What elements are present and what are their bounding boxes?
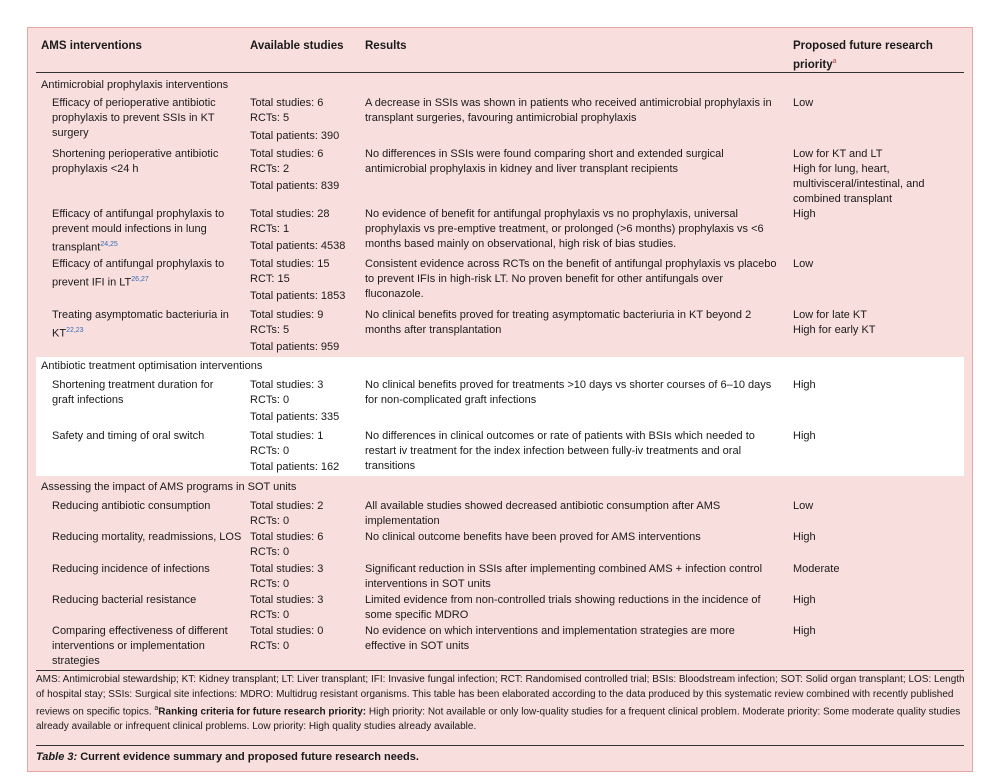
row-intervention xyxy=(52,624,252,669)
table-panel xyxy=(27,27,973,772)
row-intervention xyxy=(52,308,252,342)
text-line: RCTs: 0 xyxy=(250,578,290,590)
text-line: No differences in SSIs were found comparing short and extended surgical xyxy=(365,148,724,160)
row-intervention xyxy=(52,147,252,177)
row-patients: Total patients: 959 xyxy=(250,341,340,353)
text-line: Limited evidence from non-controlled trials showing reductions in the incidence of xyxy=(365,594,761,606)
text-line: antimicrobial prophylaxis in kidney and liver transplant recipients xyxy=(365,163,679,175)
text-line: graft infections xyxy=(52,394,124,406)
row-priority: Low xyxy=(793,97,814,109)
text-line: transitions xyxy=(365,460,416,472)
text-line: combined transplant xyxy=(793,193,893,205)
row-studies xyxy=(250,530,365,560)
text-line: RCTs: 0 xyxy=(250,515,290,527)
text-line: Shortening perioperative antibiotic xyxy=(52,148,219,160)
text-line: Total studies: 6 xyxy=(250,531,324,543)
row-results xyxy=(365,308,795,338)
text-line: No clinical benefits proved for treating asymptomatic bacteriuria in KT beyond 2 xyxy=(365,309,752,321)
text-line: No differences in clinical outcomes or rate of patients with BSIs which needed to xyxy=(365,430,755,442)
row-intervention xyxy=(52,257,252,291)
text-line: prophylaxis <24 h xyxy=(52,163,139,175)
table-caption xyxy=(36,750,419,765)
row-intervention: Safety and timing of oral switch xyxy=(52,430,205,442)
text-line: Total studies: 2 xyxy=(250,500,324,512)
text-line xyxy=(52,237,252,256)
caption-rule xyxy=(36,745,964,746)
row-priority: High xyxy=(793,208,816,220)
text-line: High for lung, heart, xyxy=(793,163,890,175)
text-line: High for early KT xyxy=(793,324,876,336)
text-line: Total studies: 3 xyxy=(250,563,324,575)
row-patients: Total patients: 1853 xyxy=(250,290,346,302)
row-priority xyxy=(793,147,973,207)
text-line: RCTs: 5 xyxy=(250,324,290,336)
row-results xyxy=(365,593,795,623)
row-studies xyxy=(250,593,365,623)
text-line: multivisceral/intestinal, and xyxy=(793,178,925,190)
text-line: prophylaxis to prevent SSIs in KT xyxy=(52,112,215,124)
table-footnote xyxy=(36,673,966,734)
header-available-studies: Available studies xyxy=(250,40,344,52)
text-line: No evidence of benefit for antifungal prophylaxis vs no prophylaxis, universal xyxy=(365,208,738,220)
footnote-marker: a xyxy=(154,705,159,712)
caption-text: Current evidence summary and proposed future research needs. xyxy=(77,751,419,763)
row-intervention: Reducing bacterial resistance xyxy=(52,594,197,606)
text-line: Significant reduction in SSIs after implementing combined AMS + infection control xyxy=(365,563,763,575)
text-line: months based mainly on observational, high risk of bias studies. xyxy=(365,238,677,250)
text-line: transplant surgeries, favouring antimicrobial prophylaxis xyxy=(365,112,637,124)
text-line: surgery xyxy=(52,127,89,139)
ranking-criteria-label: Ranking criteria for future research priority: xyxy=(158,706,367,718)
text-line: Treating asymptomatic bacteriuria in xyxy=(52,309,229,321)
row-priority: High xyxy=(793,531,816,543)
text-line: interventions in SOT units xyxy=(365,578,491,590)
text-line: Comparing effectiveness of different xyxy=(52,625,228,637)
text-line: RCTs: 0 xyxy=(250,394,290,406)
section-prophylaxis: Antimicrobial prophylaxis interventions xyxy=(41,79,229,91)
text-line: RCTs: 2 xyxy=(250,163,290,175)
row-studies xyxy=(250,624,365,654)
reference-link[interactable]: 22,23 xyxy=(66,327,84,334)
text-line: strategies xyxy=(52,655,100,667)
row-patients: Total patients: 4538 xyxy=(250,240,346,252)
row-studies xyxy=(250,429,365,459)
row-priority: High xyxy=(793,594,816,606)
header-results: Results xyxy=(365,40,407,52)
text-line: Efficacy of antifungal prophylaxis to xyxy=(52,208,225,220)
row-studies xyxy=(250,257,365,287)
row-studies xyxy=(250,207,365,237)
text-line xyxy=(52,272,252,291)
text-line xyxy=(52,323,252,342)
text-line: RCTs: 0 xyxy=(250,609,290,621)
row-intervention: Reducing mortality, readmissions, LOS xyxy=(52,531,242,543)
row-results xyxy=(365,378,795,408)
row-patients: Total patients: 162 xyxy=(250,461,340,473)
text-segment: transplant xyxy=(52,241,101,254)
section-ams-programs: Assessing the impact of AMS programs in SOT units xyxy=(41,481,297,493)
row-intervention: Reducing incidence of infections xyxy=(52,563,210,575)
text-line: Total studies: 0 xyxy=(250,625,324,637)
text-line: restart iv treatment for the index infection between fully-iv treatments and oral xyxy=(365,445,742,457)
text-line: Total studies: 6 xyxy=(250,148,324,160)
caption-label: Table 3: xyxy=(36,751,78,763)
text-line: RCTs: 1 xyxy=(250,223,290,235)
row-priority xyxy=(793,308,973,338)
row-priority: High xyxy=(793,625,816,637)
text-line: RCTs: 0 xyxy=(250,640,290,652)
row-priority: Low xyxy=(793,258,814,270)
header-priority-line2: priority xyxy=(793,58,833,71)
row-patients: Total patients: 390 xyxy=(250,130,340,142)
header-priority xyxy=(793,38,973,73)
text-line: for non-complicated graft infections xyxy=(365,394,537,406)
text-line: implementation xyxy=(365,515,440,527)
ranking-criteria-text: High priority: Not available or only low-quality studies for a frequent clinical problem. Moderate priority: Some moderate quality studies already available or infrequent clinical problems. Low priority: High quality studies already available. xyxy=(36,706,961,732)
row-intervention xyxy=(52,207,252,256)
text-segment: prevent IFI in LT xyxy=(52,276,132,289)
text-line: Total studies: 3 xyxy=(250,594,324,606)
text-line: effective in SOT units xyxy=(365,640,470,652)
text-line: Total studies: 6 xyxy=(250,97,324,109)
text-line: RCT: 15 xyxy=(250,273,290,285)
text-segment: KT xyxy=(52,327,67,340)
row-priority: Low xyxy=(793,500,814,512)
header-interventions: AMS interventions xyxy=(41,40,142,52)
text-line: to prevent IFIs in high-risk LT. No proven benefit for other antifungals over xyxy=(365,273,724,285)
row-intervention xyxy=(52,378,252,408)
text-line: prophylaxis vs pre-emptive treatment, or prolonged (>6 months) prophylaxis vs <6 xyxy=(365,223,764,235)
row-results xyxy=(365,562,795,592)
text-line: RCTs: 5 xyxy=(250,112,290,124)
row-studies xyxy=(250,378,365,408)
text-line: No evidence on which interventions and implementation strategies are more xyxy=(365,625,735,637)
text-line: Low for late KT xyxy=(793,309,867,321)
text-line: Efficacy of perioperative antibiotic xyxy=(52,97,216,109)
row-results xyxy=(365,96,795,126)
row-intervention: Reducing antibiotic consumption xyxy=(52,500,211,512)
text-line: A decrease in SSIs was shown in patients who received antimicrobial prophylaxis in xyxy=(365,97,772,109)
section-treatment-optimisation: Antibiotic treatment optimisation interventions xyxy=(41,360,263,372)
text-line: Consistent evidence across RCTs on the benefit of antifungal prophylaxis vs placebo xyxy=(365,258,777,270)
row-studies xyxy=(250,308,365,338)
row-patients: Total patients: 839 xyxy=(250,180,340,192)
text-line: Low for KT and LT xyxy=(793,148,883,160)
row-studies xyxy=(250,562,365,592)
text-line: fluconazole. xyxy=(365,288,424,300)
footnote-marker: a xyxy=(832,58,837,65)
footnote-abbreviations: AMS: Antimicrobial stewardship; KT: Kidney transplant; LT: Liver transplant; IFI: Invasive fungal infection; RCT: Randomised controlled trial; BSIs: Bloodstream infection; SOT: Solid organ transplant; LOS: Length of hospital stay; SSIs: Surgical site infections: MDRO: Multidrug resistant organisms. This table has been elaborated according to the data produced by this systematic review combined with recently published reviews on specific topics. xyxy=(36,674,965,718)
text-line: months after transplantation xyxy=(365,324,502,336)
row-studies xyxy=(250,147,365,177)
text-line: Total studies: 1 xyxy=(250,430,324,442)
reference-link[interactable]: 26,27 xyxy=(131,276,149,283)
row-priority: High xyxy=(793,430,816,442)
row-results xyxy=(365,147,795,177)
table-bottom-rule xyxy=(36,670,964,671)
text-line: Efficacy of antifungal prophylaxis to xyxy=(52,258,225,270)
reference-link[interactable]: 24,25 xyxy=(100,241,118,248)
text-line: RCTs: 0 xyxy=(250,445,290,457)
text-line: Total studies: 28 xyxy=(250,208,330,220)
row-intervention xyxy=(52,96,252,141)
row-priority: High xyxy=(793,379,816,391)
text-line: Total studies: 9 xyxy=(250,309,324,321)
row-results xyxy=(365,207,795,252)
text-line: No clinical benefits proved for treatments >10 days vs shorter courses of 6–10 days xyxy=(365,379,772,391)
row-results: No clinical outcome benefits have been proved for AMS interventions xyxy=(365,531,701,543)
text-line: prevent mould infections in lung xyxy=(52,223,207,235)
row-studies xyxy=(250,96,365,126)
row-patients: Total patients: 335 xyxy=(250,411,340,423)
row-results xyxy=(365,499,795,529)
text-line: interventions or implementation xyxy=(52,640,205,652)
text-line: some specific MDRO xyxy=(365,609,469,621)
text-line: RCTs: 0 xyxy=(250,546,290,558)
row-results xyxy=(365,257,795,302)
header-rule xyxy=(36,72,964,73)
row-studies xyxy=(250,499,365,529)
text-line: All available studies showed decreased antibiotic consumption after AMS xyxy=(365,500,721,512)
text-line: Total studies: 3 xyxy=(250,379,324,391)
text-line: Shortening treatment duration for xyxy=(52,379,214,391)
header-priority-line1: Proposed future research xyxy=(793,40,933,52)
row-results xyxy=(365,429,795,474)
row-results xyxy=(365,624,795,654)
row-priority: Moderate xyxy=(793,563,840,575)
text-line: Total studies: 15 xyxy=(250,258,330,270)
